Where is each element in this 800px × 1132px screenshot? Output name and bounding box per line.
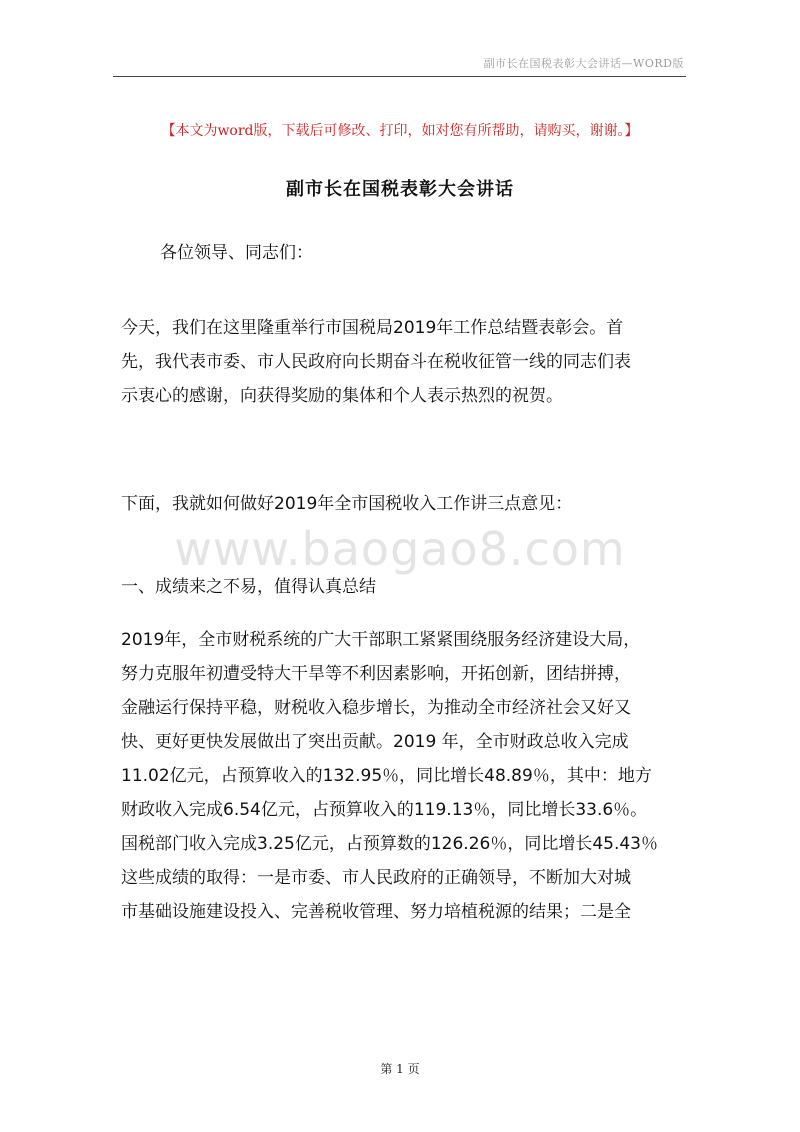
- purchase-notice: 【本文为word版，下载后可修改、打印，如对您有所帮助，请购买，谢谢。】: [161, 123, 639, 139]
- section-heading-text: 一、成绩来之不易，值得认真总结: [121, 577, 376, 597]
- salutation-text: 各位领导、同志们：: [160, 243, 313, 263]
- paragraph-line: 这些成绩的取得：一是市委、市人民政府的正确领导，不断加大对城: [121, 868, 631, 888]
- header-divider: [113, 76, 686, 77]
- paragraph-line: 先，我代表市委、市人民政府向长期奋斗在税收征管一线的同志们表: [121, 352, 631, 372]
- paragraph-line: 财政收入完成6.54亿元，占预算收入的119.13％，同比增长33.6％。: [121, 800, 648, 820]
- paragraph-line: 示衷心的感谢，向获得奖励的集体和个人表示热烈的祝贺。: [121, 386, 563, 406]
- salutation: [160, 236, 730, 270]
- paragraph-line: 市基础设施建设投入、完善税收管理、努力培植税源的结果；二是全: [121, 902, 631, 922]
- paragraph-line: 努力克服年初遭受特大干旱等不利因素影响，开拓创新，团结拼搏，: [121, 664, 631, 684]
- paragraph-line: 金融运行保持平稳，财税收入稳步增长，为推动全市经济社会又好又: [121, 698, 631, 718]
- paragraph-line: 11.02亿元，占预算收入的132.95％，同比增长48.89％，其中：地方: [121, 766, 652, 786]
- watermark: www.baogao8.com: [174, 522, 626, 576]
- paragraph-line: 快、更好更快发展做出了突出贡献。2019 年，全市财政总收入完成: [121, 732, 629, 752]
- paragraph-outline: [121, 487, 691, 521]
- paragraph-line: 国税部门收入完成3.25亿元，占预算数的126.26％，同比增长45.43％: [121, 834, 659, 854]
- section-heading: [121, 570, 691, 604]
- running-header: 副市长在国税表彰大会讲话—WORD版: [483, 57, 684, 70]
- paragraph-line: 下面，我就如何做好2019年全市国税收入工作讲三点意见：: [121, 494, 573, 514]
- paragraph-line: 今天，我们在这里隆重举行市国税局2019年工作总结暨表彰会。首: [121, 318, 624, 338]
- paragraph-intro: [121, 311, 691, 413]
- page-number: 第 1 页: [380, 1062, 420, 1076]
- paragraph-line: 2019年，全市财税系统的广大干部职工紧紧围绕服务经济建设大局，: [121, 630, 641, 650]
- paragraph-achievements: [121, 623, 691, 929]
- document-title: 副市长在国税表彰大会讲话: [286, 179, 514, 200]
